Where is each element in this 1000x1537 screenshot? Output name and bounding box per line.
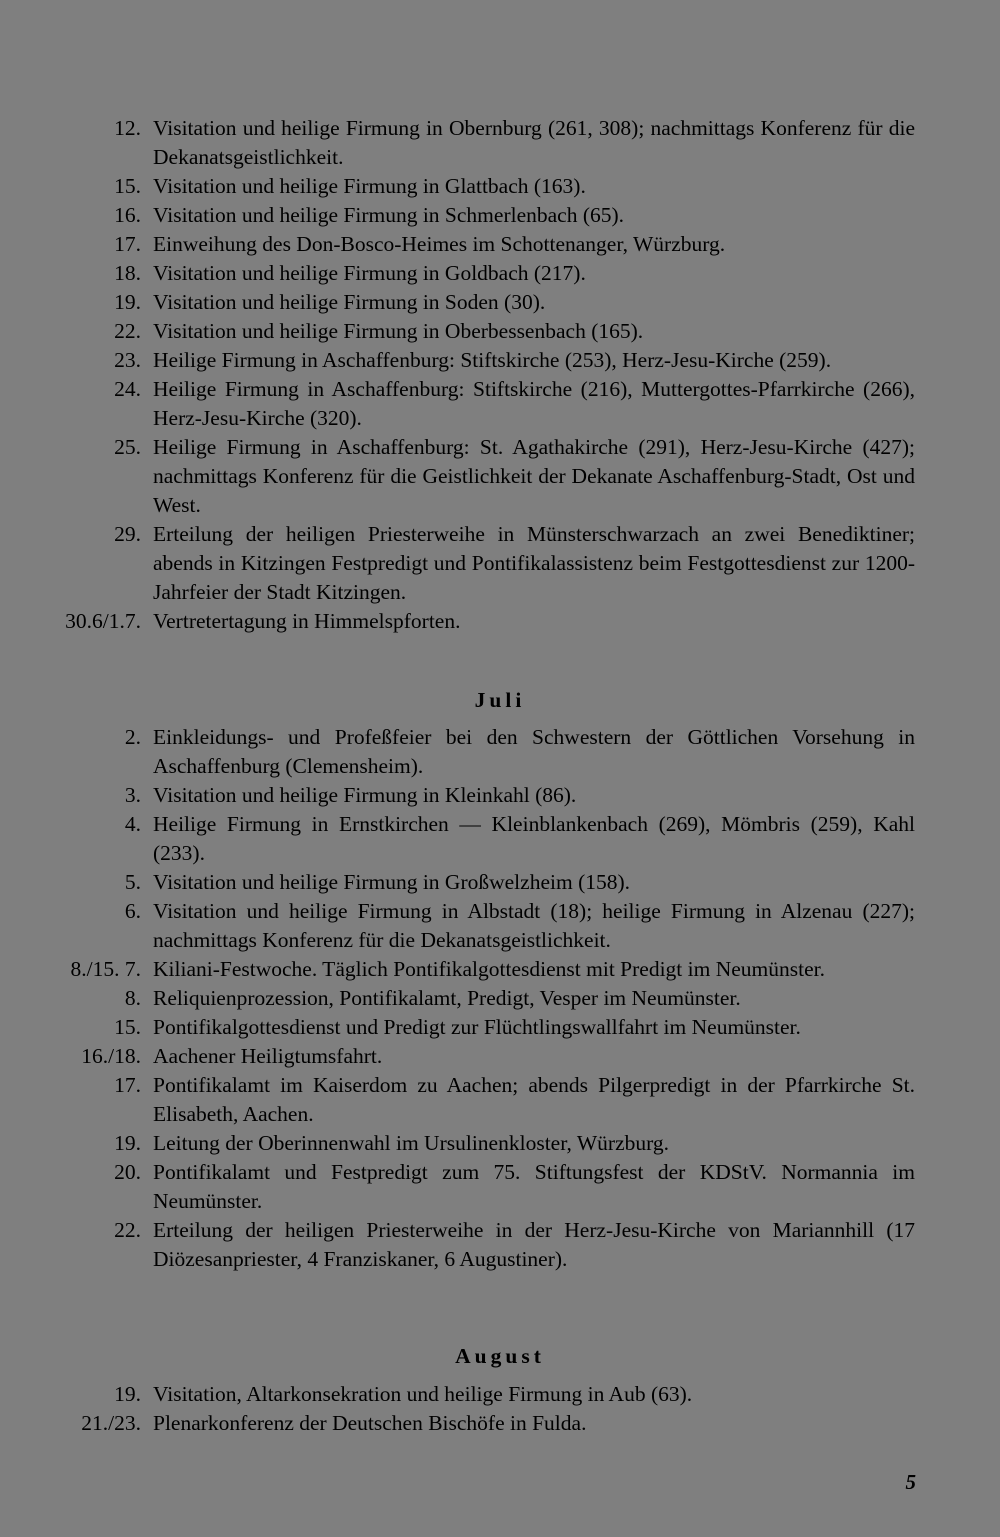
juli-entries <box>0 723 1000 1274</box>
entry-date: 24. <box>114 377 141 401</box>
calendar-entry <box>0 230 1000 259</box>
entry-date: 21./23. <box>81 1411 141 1435</box>
entry-text: Kiliani-Festwoche. Täglich Pontifikalgottesdienst mit Predigt im Neumünster. <box>153 957 825 981</box>
calendar-entry <box>0 868 1000 897</box>
entry-text: Einkleidungs- und Profeßfeier bei den Schwestern der Göttlichen Vorsehung in Aschaffenburg (Clemensheim). <box>153 725 915 778</box>
calendar-entry <box>0 172 1000 201</box>
entry-text: Visitation und heilige Firmung in Soden (30). <box>153 290 546 314</box>
entry-text: Heilige Firmung in Aschaffenburg: Stiftskirche (216), Muttergottes-Pfarrkirche (266), Herz-Jesu-Kirche (320). <box>153 377 915 430</box>
calendar-entry <box>0 1158 1000 1216</box>
calendar-entry <box>0 375 1000 433</box>
entry-text: Pontifikalamt und Festpredigt zum 75. Stiftungsfest der KDStV. Normannia im Neumünster. <box>153 1160 915 1213</box>
entry-text: Visitation und heilige Firmung in Kleinkahl (86). <box>153 783 577 807</box>
entry-date: 22. <box>114 319 141 343</box>
entry-date: 6. <box>124 899 141 923</box>
june-entries <box>0 114 1000 636</box>
entry-date: 19. <box>114 1131 141 1155</box>
entry-date: 29. <box>114 522 141 546</box>
calendar-entry <box>0 781 1000 810</box>
section-heading-august: August <box>455 1344 545 1368</box>
calendar-entry <box>0 288 1000 317</box>
entry-text: Visitation und heilige Firmung in Oberbessenbach (165). <box>153 319 644 343</box>
calendar-entry <box>0 1042 1000 1071</box>
calendar-entry <box>0 433 1000 520</box>
calendar-entry <box>0 317 1000 346</box>
entry-text: Heilige Firmung in Ernstkirchen — Kleinblankenbach (269), Mömbris (259), Kahl (233). <box>153 812 915 865</box>
entry-date: 18. <box>114 261 141 285</box>
entry-date: 8./15. 7. <box>70 957 141 981</box>
entry-date: 8. <box>124 986 141 1010</box>
entry-date: 22. <box>114 1218 141 1242</box>
entry-date: 15. <box>114 174 141 198</box>
entry-date: 25. <box>114 435 141 459</box>
entry-text: Visitation und heilige Firmung in Obernburg (261, 308); nachmittags Konferenz für die Dekanatsgeistlichkeit. <box>153 116 915 169</box>
entry-date: 16. <box>114 203 141 227</box>
entry-text: Einweihung des Don-Bosco-Heimes im Schottenanger, Würzburg. <box>153 232 726 256</box>
entry-text: Pontifikalgottesdienst und Predigt zur Flüchtlingswallfahrt im Neumünster. <box>153 1015 801 1039</box>
entry-date: 23. <box>114 348 141 372</box>
calendar-entry <box>0 520 1000 607</box>
entry-date: 2. <box>124 725 141 749</box>
entry-date: 15. <box>114 1015 141 1039</box>
entry-text: Visitation und heilige Firmung in Glattbach (163). <box>153 174 586 198</box>
entry-text: Leitung der Oberinnenwahl im Ursulinenkloster, Würzburg. <box>153 1131 670 1155</box>
entry-date: 16./18. <box>81 1044 141 1068</box>
calendar-entry <box>0 897 1000 955</box>
entry-date: 12. <box>114 116 141 140</box>
august-entries <box>0 1380 1000 1438</box>
entry-date: 4. <box>124 812 141 836</box>
entry-date: 30.6/1.7. <box>65 609 141 633</box>
calendar-entry <box>0 1129 1000 1158</box>
entry-text: Heilige Firmung in Aschaffenburg: St. Agathakirche (291), Herz-Jesu-Kirche (427); nachmittags Konferenz für die Geistlichkeit der Dekanate Aschaffenburg-Stadt, Ost und West. <box>153 435 915 517</box>
entry-date: 19. <box>114 1382 141 1406</box>
calendar-entry <box>0 346 1000 375</box>
entry-text: Visitation und heilige Firmung in Großwelzheim (158). <box>153 870 631 894</box>
entry-date: 17. <box>114 1073 141 1097</box>
page-number: 5 <box>905 1470 916 1494</box>
calendar-entry <box>0 259 1000 288</box>
calendar-entry <box>0 723 1000 781</box>
entry-text: Erteilung der heiligen Priesterweihe in der Herz-Jesu-Kirche von Mariannhill (17 Diözesanpriester, 4 Franziskaner, 6 Augustiner). <box>153 1218 915 1271</box>
entry-date: 20. <box>114 1160 141 1184</box>
calendar-entry <box>0 955 1000 984</box>
entry-date: 17. <box>114 232 141 256</box>
calendar-entry <box>0 1071 1000 1129</box>
entry-date: 5. <box>124 870 141 894</box>
calendar-entry <box>0 984 1000 1013</box>
entry-text: Pontifikalamt im Kaiserdom zu Aachen; abends Pilgerpredigt in der Pfarrkirche St. Elisabeth, Aachen. <box>153 1073 915 1126</box>
calendar-entry <box>0 114 1000 172</box>
entry-text: Visitation und heilige Firmung in Schmerlenbach (65). <box>153 203 625 227</box>
entry-text: Erteilung der heiligen Priesterweihe in Münsterschwarzach an zwei Benediktiner; abends in Kitzingen Festpredigt und Pontifikalassistenz beim Festgottesdienst zur 1200-Jahrfeier der Stadt Kitzingen. <box>153 522 915 604</box>
section-heading-juli: Juli <box>474 688 526 712</box>
entry-text: Aachener Heiligtumsfahrt. <box>153 1044 383 1068</box>
calendar-entry <box>0 1216 1000 1274</box>
calendar-entry <box>0 1380 1000 1409</box>
calendar-entry <box>0 1013 1000 1042</box>
entry-text: Visitation und heilige Firmung in Goldbach (217). <box>153 261 586 285</box>
entry-text: Vertretertagung in Himmelspforten. <box>153 609 461 633</box>
entry-text: Heilige Firmung in Aschaffenburg: Stiftskirche (253), Herz-Jesu-Kirche (259). <box>153 348 832 372</box>
calendar-entry <box>0 810 1000 868</box>
calendar-entry <box>0 201 1000 230</box>
entry-date: 3. <box>124 783 141 807</box>
calendar-entry <box>0 1409 1000 1438</box>
calendar-entry <box>0 607 1000 636</box>
entry-date: 19. <box>114 290 141 314</box>
entry-text: Visitation, Altarkonsekration und heilige Firmung in Aub (63). <box>153 1382 693 1406</box>
entry-text: Plenarkonferenz der Deutschen Bischöfe in Fulda. <box>153 1411 587 1435</box>
entry-text: Visitation und heilige Firmung in Albstadt (18); heilige Firmung in Alzenau (227); nachmittags Konferenz für die Dekanatsgeistlichkeit. <box>153 899 915 952</box>
entry-text: Reliquienprozession, Pontifikalamt, Predigt, Vesper im Neumünster. <box>153 986 741 1010</box>
